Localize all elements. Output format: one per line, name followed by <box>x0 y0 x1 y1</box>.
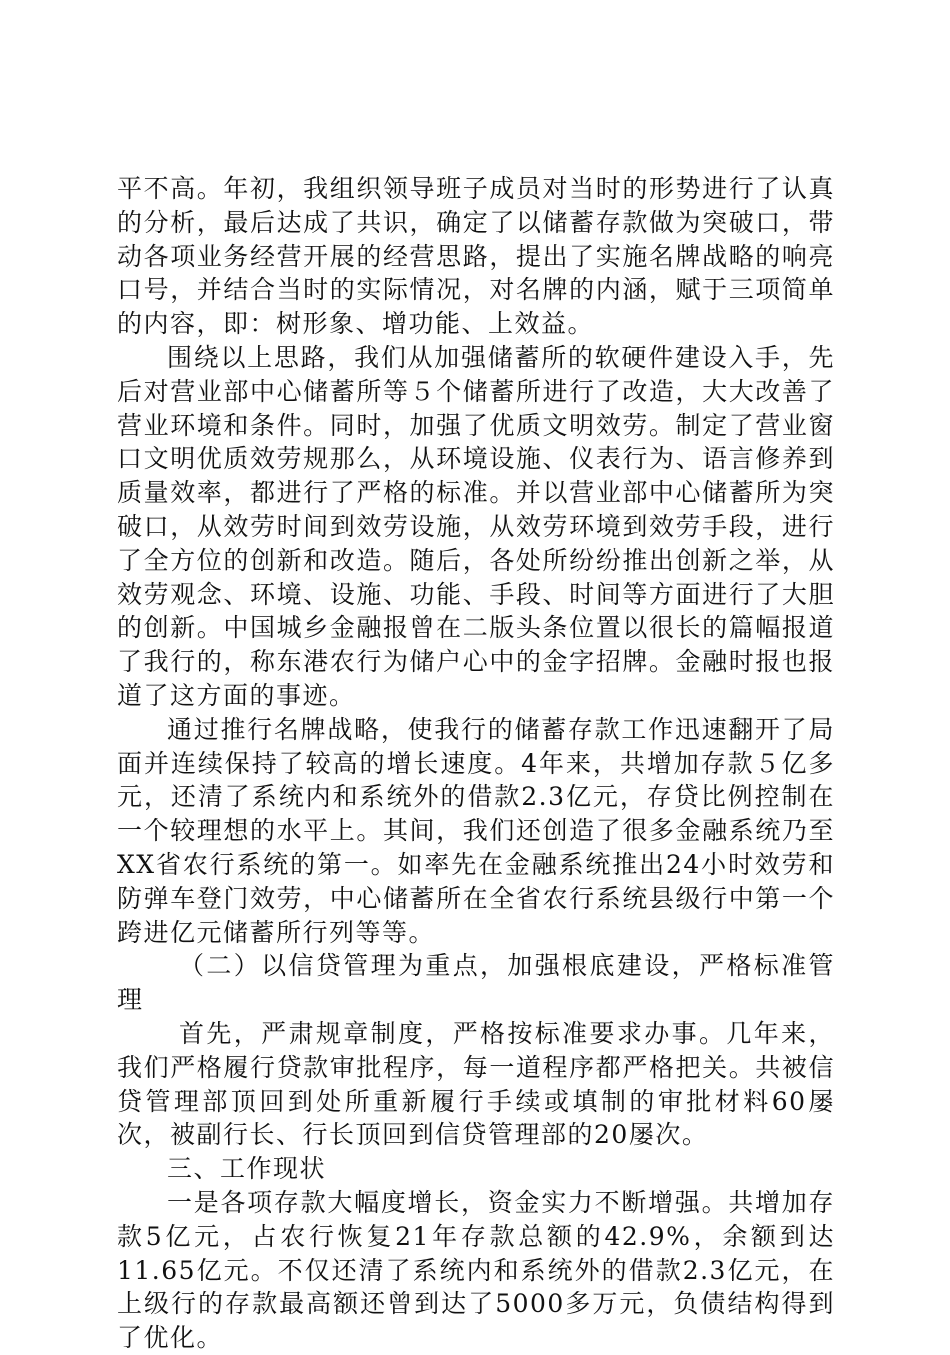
paragraph-continuation: 平不高。年初，我组织领导班子成员对当时的形势进行了认真的分析，最后达成了共识，确定了以储蓄存款做为突破口，带动各项业务经营开展的经营思路，提出了实施名牌战略的响亮口号，并结合当时的实际情况，对名牌的内涵，赋于三项简单的内容，即：树形象、增功能、上效益。 <box>117 174 835 339</box>
paragraph-storefront-renovation: 围绕以上思路，我们从加强储蓄所的软硬件建设入手，先后对营业部中心储蓄所等５个储蓄所进行了改造，大大改善了营业环境和条件。同时，加强了优质文明效劳。制定了营业窗口文明优质效劳规那么，从环境设施、仪表行为、语言修养到质量效率，都进行了严格的标准。并以营业部中心储蓄所为突破口，从效劳时间到效劳设施，从效劳环境到效劳手段，进行了全方位的创新和改造。随后，各处所纷纷推出创新之举，从效劳观念、环境、设施、功能、手段、时间等方面进行了大胆的创新。中国城乡金融报曾在二版头条位置以很长的篇幅报道了我行的，称东港农行为储户心中的金字招牌。金融时报也报道了这方面的事迹。 <box>117 342 835 710</box>
section-heading-work-status: 三、工作现状 <box>167 1154 327 1184</box>
paragraph-brand-strategy-results: 通过推行名牌战略，使我行的储蓄存款工作迅速翻开了局面并连续保持了较高的增长速度。4年来，共增加存款５亿多元，还清了系统内和系统外的借款2.3亿元，存贷比例控制在一个较理想的水平上。其间，我们还创造了很多金融系统乃至XX省农行系统的第一。如率先在金融系统推出24小时效劳和防弹车登门效劳，中心储蓄所在全省农行系统县级行中第一个跨进亿元储蓄所行列等等。 <box>117 714 835 947</box>
paragraph-deposit-growth: 一是各项存款大幅度增长，资金实力不断增强。共增加存款5亿元，占农行恢复21年存款总额的42.9%，余额到达11.65亿元。不仅还清了系统内和系统外的借款2.3亿元，在上级行的存款最高额还曾到达了5000多万元，负债结构得到了优化。 <box>117 1187 835 1353</box>
section-heading-credit-management: （二）以信贷管理为重点，加强根底建设，严格标准管理 <box>117 951 835 1015</box>
document-body <box>117 172 835 1355</box>
paragraph-regulations: 首先，严肃规章制度，严格按标准要求办事。几年来，我们严格履行贷款审批程序，每一道程序都严格把关。共被信贷管理部顶回到处所重新履行手续或填制的审批材料60屡次，被副行长、行长顶回到信贷管理部的20屡次。 <box>117 1018 835 1150</box>
